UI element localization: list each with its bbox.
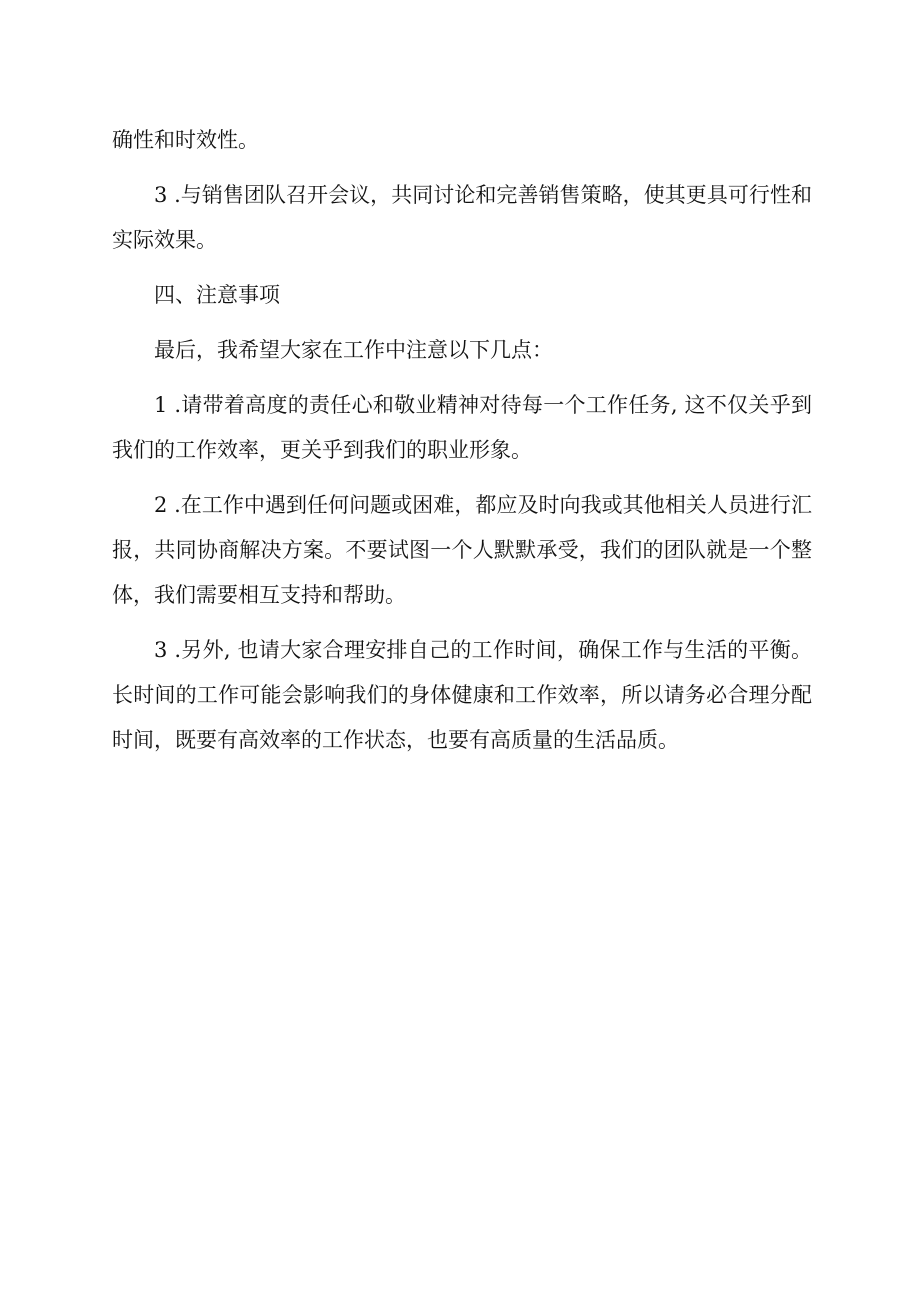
paragraph-continuation: 确性和时效性。 bbox=[112, 128, 259, 152]
section-heading-notes: 四、注意事项 bbox=[154, 283, 280, 307]
paragraph-note-1: 1 .请带着高度的责任心和敬业精神对待每一个工作任务, 这不仅关乎到我们的工作效率，更关乎到我们的职业形象。 bbox=[112, 393, 812, 462]
paragraph-note-3: 3 .另外, 也请大家合理安排自己的工作时间，确保工作与生活的平衡。长时间的工作可能会影响我们的身体健康和工作效率，所以请务必合理分配时间，既要有高效率的工作状态，也要有高质量的生活品质。 bbox=[112, 638, 812, 752]
paragraph-intro-notes: 最后，我希望大家在工作中注意以下几点： bbox=[154, 338, 553, 362]
paragraph-note-2: 2 .在工作中遇到任何问题或困难，都应及时向我或其他相关人员进行汇报，共同协商解决方案。不要试图一个人默默承受，我们的团队就是一个整体，我们需要相互支持和帮助。 bbox=[112, 493, 812, 607]
document-body bbox=[112, 118, 812, 773]
paragraph-item-3-sales-meeting: 3 .与销售团队召开会议，共同讨论和完善销售策略，使其更具可行性和实际效果。 bbox=[112, 183, 812, 252]
